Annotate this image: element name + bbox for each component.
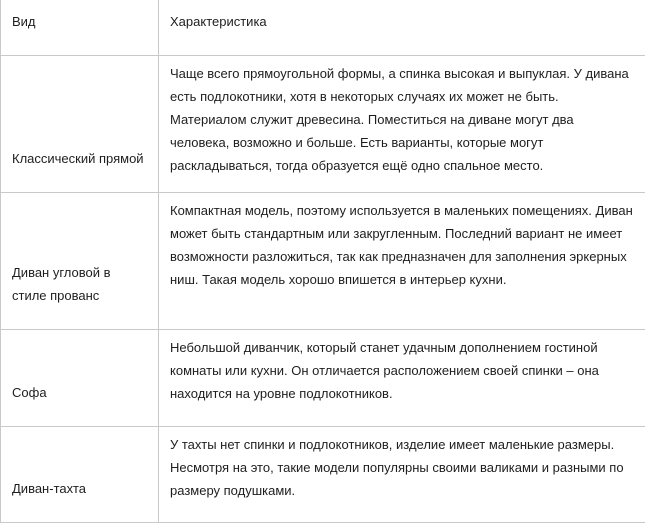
- type-cell: [1, 193, 159, 330]
- description-text: У тахты нет спинки и подлокотников, изделие имеет маленькие размеры. Несмотря на это, такие модели популярны своими валиками и разными по размеру подушками.: [170, 437, 624, 498]
- type-text: Диван-тахта: [12, 481, 86, 496]
- type-text: Классический прямой: [12, 151, 144, 166]
- table-row: [1, 56, 645, 193]
- description-text: Небольшой диванчик, который станет удачным дополнением гостиной комнаты или кухни. Он отличается расположением своей спинки – она находится на уровне подлокотников.: [170, 340, 599, 401]
- type-text: Диван угловой в стиле прованс: [12, 265, 111, 303]
- description-cell: [159, 56, 645, 193]
- type-cell: [1, 330, 159, 427]
- description-cell: [159, 427, 645, 523]
- table-row: [1, 330, 645, 427]
- header-description-label: Характеристика: [170, 14, 267, 29]
- table-row: [1, 427, 645, 523]
- description-text: Чаще всего прямоугольной формы, а спинка высокая и выпуклая. У дивана есть подлокотники, хотя в некоторых случаях их может не быть. Материалом служит древесина. Поместиться на диване могут два человека, возможно и больше. Есть варианты, которые могут раскладываться, тогда образуется ещё одно спальное место.: [170, 66, 629, 173]
- description-cell: [159, 330, 645, 427]
- description-cell: [159, 193, 645, 330]
- header-cell-type: [1, 0, 159, 56]
- type-text: Софа: [12, 385, 47, 400]
- header-type-label: Вид: [12, 14, 36, 29]
- header-cell-description: [159, 0, 645, 56]
- table-header-row: [1, 0, 645, 56]
- table-row: [1, 193, 645, 330]
- type-cell: [1, 56, 159, 193]
- type-cell: [1, 427, 159, 523]
- description-text: Компактная модель, поэтому используется в маленьких помещениях. Диван может быть стандартным или закругленным. Последний вариант не имеет возможности разложиться, так как предназначен для заполнения эркерных ниш. Такая модель хорошо впишется в интерьер кухни.: [170, 203, 633, 287]
